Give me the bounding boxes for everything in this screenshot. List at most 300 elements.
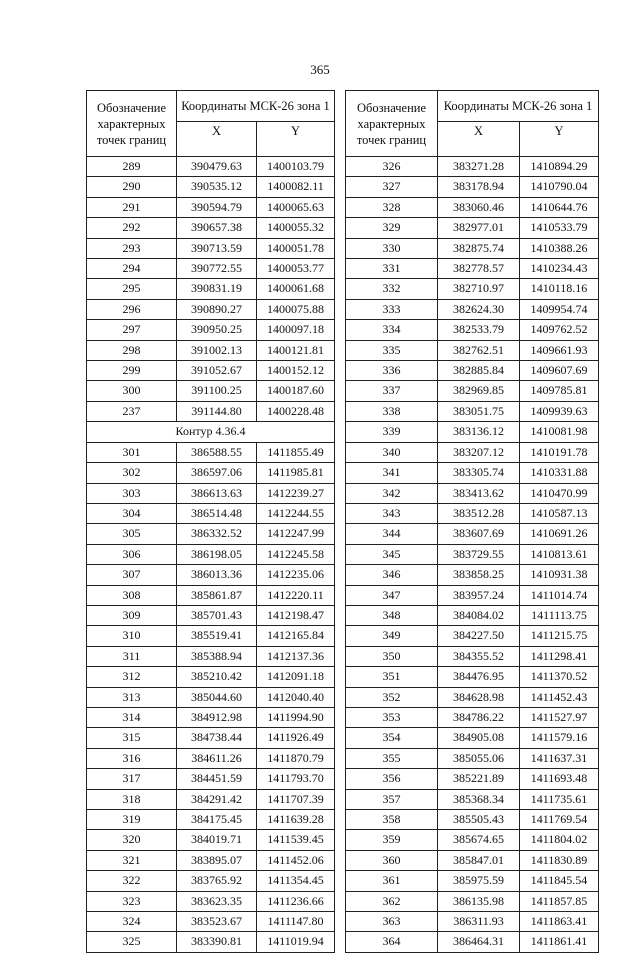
coord-x: 390479.63 — [177, 157, 257, 177]
coord-x: 383305.74 — [438, 463, 520, 483]
coord-y: 1409607.69 — [520, 361, 599, 381]
point-number: 314 — [87, 707, 177, 727]
header-point-designation: Обозначение характерных точек границ — [87, 91, 177, 157]
coord-y: 1410931.38 — [520, 565, 599, 585]
table-row — [346, 442, 599, 462]
coord-y: 1400152.12 — [257, 361, 335, 381]
point-number: 337 — [346, 381, 438, 401]
coord-x: 385505.43 — [438, 810, 520, 830]
coord-x: 384912.98 — [177, 707, 257, 727]
coord-x: 385975.59 — [438, 871, 520, 891]
coord-x: 385674.65 — [438, 830, 520, 850]
point-number: 326 — [346, 157, 438, 177]
point-number: 290 — [87, 177, 177, 197]
table-row — [346, 259, 599, 279]
table-row — [87, 381, 335, 401]
coord-y: 1400082.11 — [257, 177, 335, 197]
coord-x: 383051.75 — [438, 401, 520, 421]
coord-y: 1410813.61 — [520, 544, 599, 564]
coord-x: 382885.84 — [438, 361, 520, 381]
point-number: 354 — [346, 728, 438, 748]
coordinates-table-left — [86, 90, 335, 953]
table-row — [87, 626, 335, 646]
coord-x: 386514.48 — [177, 503, 257, 523]
coord-x: 385519.41 — [177, 626, 257, 646]
table-row — [346, 748, 599, 768]
coord-y: 1411354.45 — [257, 871, 335, 891]
point-number: 296 — [87, 299, 177, 319]
coord-y: 1411452.43 — [520, 687, 599, 707]
point-number: 364 — [346, 932, 438, 952]
coord-x: 390657.38 — [177, 218, 257, 238]
coord-y: 1409762.52 — [520, 320, 599, 340]
table-row — [87, 707, 335, 727]
point-number: 312 — [87, 667, 177, 687]
table-row — [87, 299, 335, 319]
table-row — [87, 565, 335, 585]
coord-x: 383895.07 — [177, 850, 257, 870]
coord-y: 1410234.43 — [520, 259, 599, 279]
table-row — [87, 320, 335, 340]
point-number: 307 — [87, 565, 177, 585]
coord-y: 1411637.31 — [520, 748, 599, 768]
table-row — [346, 932, 599, 952]
table-row — [87, 585, 335, 605]
coord-y: 1411855.49 — [257, 442, 335, 462]
coord-y: 1411014.74 — [520, 585, 599, 605]
header-coordinates: Координаты МСК-26 зона 1 — [177, 91, 335, 122]
table-row — [346, 728, 599, 748]
point-number: 352 — [346, 687, 438, 707]
table-row — [346, 850, 599, 870]
point-number: 333 — [346, 299, 438, 319]
point-number: 345 — [346, 544, 438, 564]
coord-y: 1400097.18 — [257, 320, 335, 340]
table-row — [87, 157, 335, 177]
coord-y: 1411804.02 — [520, 830, 599, 850]
point-number: 302 — [87, 463, 177, 483]
header-y: Y — [257, 122, 335, 157]
table-row — [87, 932, 335, 952]
point-number: 347 — [346, 585, 438, 605]
coord-y: 1409939.63 — [520, 401, 599, 421]
coord-y: 1411113.75 — [520, 605, 599, 625]
coordinates-table-right — [345, 90, 599, 953]
table-row — [87, 810, 335, 830]
table-row — [346, 646, 599, 666]
table-row — [87, 340, 335, 360]
coord-y: 1411985.81 — [257, 463, 335, 483]
coord-x: 385701.43 — [177, 605, 257, 625]
point-number: 295 — [87, 279, 177, 299]
point-number: 323 — [87, 891, 177, 911]
point-number: 356 — [346, 769, 438, 789]
coord-y: 1410790.04 — [520, 177, 599, 197]
table-row — [346, 503, 599, 523]
table-row — [87, 503, 335, 523]
coord-y: 1400053.77 — [257, 259, 335, 279]
table-row — [87, 259, 335, 279]
table-row — [346, 422, 599, 442]
point-number: 301 — [87, 442, 177, 462]
header-point-designation: Обозначение характерных точек границ — [346, 91, 438, 157]
coord-x: 384611.26 — [177, 748, 257, 768]
coord-x: 383178.94 — [438, 177, 520, 197]
coord-y: 1412245.58 — [257, 544, 335, 564]
table-row — [346, 279, 599, 299]
coord-x: 390535.12 — [177, 177, 257, 197]
coord-y: 1412247.99 — [257, 524, 335, 544]
coord-y: 1400051.78 — [257, 238, 335, 258]
table-row — [87, 769, 335, 789]
table-row — [346, 524, 599, 544]
coord-x: 390950.25 — [177, 320, 257, 340]
table-body-right — [346, 157, 599, 953]
coord-x: 383390.81 — [177, 932, 257, 952]
point-number: 305 — [87, 524, 177, 544]
contour-label: Контур 4.36.4 — [87, 422, 335, 442]
point-number: 361 — [346, 871, 438, 891]
coord-y: 1411769.54 — [520, 810, 599, 830]
coord-x: 383512.28 — [438, 503, 520, 523]
coord-y: 1411845.54 — [520, 871, 599, 891]
coord-x: 382875.74 — [438, 238, 520, 258]
coord-x: 383207.12 — [438, 442, 520, 462]
point-number: 293 — [87, 238, 177, 258]
coord-x: 382762.51 — [438, 340, 520, 360]
coord-y: 1411215.75 — [520, 626, 599, 646]
table-row — [87, 728, 335, 748]
coord-y: 1400228.48 — [257, 401, 335, 421]
table-row — [346, 340, 599, 360]
table-row — [346, 238, 599, 258]
point-number: 291 — [87, 197, 177, 217]
coord-x: 386332.52 — [177, 524, 257, 544]
table-row — [87, 830, 335, 850]
point-number: 360 — [346, 850, 438, 870]
point-number: 351 — [346, 667, 438, 687]
table-row — [346, 891, 599, 911]
table-row — [346, 585, 599, 605]
coord-y: 1410894.29 — [520, 157, 599, 177]
coord-y: 1400065.63 — [257, 197, 335, 217]
point-number: 300 — [87, 381, 177, 401]
coord-x: 383957.24 — [438, 585, 520, 605]
coord-x: 384355.52 — [438, 646, 520, 666]
coord-y: 1410191.78 — [520, 442, 599, 462]
coord-x: 384905.08 — [438, 728, 520, 748]
table-row — [346, 381, 599, 401]
coord-y: 1411370.52 — [520, 667, 599, 687]
table-row — [346, 361, 599, 381]
coord-y: 1411857.85 — [520, 891, 599, 911]
point-number: 299 — [87, 361, 177, 381]
coord-y: 1409785.81 — [520, 381, 599, 401]
coord-x: 383523.67 — [177, 912, 257, 932]
coord-y: 1410644.76 — [520, 197, 599, 217]
coord-x: 385388.94 — [177, 646, 257, 666]
point-number: 346 — [346, 565, 438, 585]
point-number: 344 — [346, 524, 438, 544]
coord-x: 385368.34 — [438, 789, 520, 809]
coord-x: 385861.87 — [177, 585, 257, 605]
coord-y: 1410118.16 — [520, 279, 599, 299]
table-row — [87, 401, 335, 421]
coord-y: 1400187.60 — [257, 381, 335, 401]
coord-x: 384019.71 — [177, 830, 257, 850]
table-row — [87, 789, 335, 809]
point-number: 313 — [87, 687, 177, 707]
coord-y: 1411793.70 — [257, 769, 335, 789]
coord-x: 390713.59 — [177, 238, 257, 258]
coord-y: 1412137.36 — [257, 646, 335, 666]
table-row — [346, 810, 599, 830]
point-number: 289 — [87, 157, 177, 177]
coord-y: 1411298.41 — [520, 646, 599, 666]
coord-x: 385044.60 — [177, 687, 257, 707]
table-row — [346, 177, 599, 197]
coord-y: 1410691.26 — [520, 524, 599, 544]
point-number: 336 — [346, 361, 438, 381]
coord-x: 383607.69 — [438, 524, 520, 544]
point-number: 331 — [346, 259, 438, 279]
table-row — [87, 483, 335, 503]
point-number: 355 — [346, 748, 438, 768]
table-row — [346, 769, 599, 789]
coord-x: 386311.93 — [438, 912, 520, 932]
coord-x: 382778.57 — [438, 259, 520, 279]
point-number: 320 — [87, 830, 177, 850]
point-number: 308 — [87, 585, 177, 605]
point-number: 353 — [346, 707, 438, 727]
coord-x: 384451.59 — [177, 769, 257, 789]
coord-x: 382710.97 — [438, 279, 520, 299]
coord-x: 385847.01 — [438, 850, 520, 870]
coord-x: 384786.22 — [438, 707, 520, 727]
coord-x: 390772.55 — [177, 259, 257, 279]
coord-x: 383136.12 — [438, 422, 520, 442]
coord-y: 1410470.99 — [520, 483, 599, 503]
coord-y: 1411863.41 — [520, 912, 599, 932]
coord-y: 1409661.93 — [520, 340, 599, 360]
table-row — [346, 463, 599, 483]
coord-x: 383413.62 — [438, 483, 520, 503]
coord-y: 1400103.79 — [257, 157, 335, 177]
coord-y: 1410081.98 — [520, 422, 599, 442]
coord-x: 384476.95 — [438, 667, 520, 687]
table-row — [87, 646, 335, 666]
coord-y: 1400121.81 — [257, 340, 335, 360]
table-row — [87, 891, 335, 911]
point-number: 325 — [87, 932, 177, 952]
point-number: 311 — [87, 646, 177, 666]
table-row — [346, 320, 599, 340]
coord-y: 1412220.11 — [257, 585, 335, 605]
table-body-left — [87, 157, 335, 953]
coord-x: 391002.13 — [177, 340, 257, 360]
point-number: 349 — [346, 626, 438, 646]
coord-y: 1412235.06 — [257, 565, 335, 585]
table-row — [346, 871, 599, 891]
coord-y: 1412244.55 — [257, 503, 335, 523]
coord-x: 383060.46 — [438, 197, 520, 217]
point-number: 358 — [346, 810, 438, 830]
table-row — [87, 912, 335, 932]
coord-x: 383729.55 — [438, 544, 520, 564]
point-number: 294 — [87, 259, 177, 279]
point-number: 362 — [346, 891, 438, 911]
header-coordinates: Координаты МСК-26 зона 1 — [438, 91, 599, 122]
coord-x: 382624.30 — [438, 299, 520, 319]
point-number: 292 — [87, 218, 177, 238]
coord-x: 384084.02 — [438, 605, 520, 625]
point-number: 310 — [87, 626, 177, 646]
table-row — [346, 830, 599, 850]
coord-y: 1412165.84 — [257, 626, 335, 646]
table-row — [346, 687, 599, 707]
coord-x: 386613.63 — [177, 483, 257, 503]
coord-x: 390594.79 — [177, 197, 257, 217]
table-row — [87, 524, 335, 544]
coord-x: 384227.50 — [438, 626, 520, 646]
point-number: 338 — [346, 401, 438, 421]
point-number: 334 — [346, 320, 438, 340]
table-row — [346, 626, 599, 646]
table-row — [87, 871, 335, 891]
table-row — [87, 177, 335, 197]
table-row — [87, 218, 335, 238]
point-number: 339 — [346, 422, 438, 442]
coord-y: 1411693.48 — [520, 769, 599, 789]
table-row — [87, 687, 335, 707]
point-number: 319 — [87, 810, 177, 830]
coord-y: 1411639.28 — [257, 810, 335, 830]
coord-y: 1409954.74 — [520, 299, 599, 319]
header-y: Y — [520, 122, 599, 157]
point-number: 329 — [346, 218, 438, 238]
page-number: 365 — [310, 62, 330, 77]
coord-x: 386198.05 — [177, 544, 257, 564]
point-number: 317 — [87, 769, 177, 789]
table-row — [346, 544, 599, 564]
table-row — [346, 667, 599, 687]
point-number: 237 — [87, 401, 177, 421]
coord-y: 1410533.79 — [520, 218, 599, 238]
coord-x: 391100.25 — [177, 381, 257, 401]
coord-y: 1412198.47 — [257, 605, 335, 625]
point-number: 327 — [346, 177, 438, 197]
coord-x: 384291.42 — [177, 789, 257, 809]
coord-x: 384628.98 — [438, 687, 520, 707]
table-row — [87, 279, 335, 299]
table-row — [87, 463, 335, 483]
coord-y: 1411452.06 — [257, 850, 335, 870]
point-number: 343 — [346, 503, 438, 523]
point-number: 348 — [346, 605, 438, 625]
point-number: 359 — [346, 830, 438, 850]
coord-x: 385055.06 — [438, 748, 520, 768]
table-row — [87, 850, 335, 870]
coord-x: 386597.06 — [177, 463, 257, 483]
table-row — [87, 667, 335, 687]
coord-x: 386013.36 — [177, 565, 257, 585]
coord-x: 385221.89 — [438, 769, 520, 789]
table-row — [346, 157, 599, 177]
table-row — [346, 707, 599, 727]
table-row — [346, 299, 599, 319]
point-number: 303 — [87, 483, 177, 503]
table-row — [346, 401, 599, 421]
header-x: X — [438, 122, 520, 157]
point-number: 315 — [87, 728, 177, 748]
coord-y: 1412091.18 — [257, 667, 335, 687]
coord-y: 1410587.13 — [520, 503, 599, 523]
coord-x: 386588.55 — [177, 442, 257, 462]
table-row — [346, 197, 599, 217]
coord-x: 390890.27 — [177, 299, 257, 319]
coord-y: 1400075.88 — [257, 299, 335, 319]
coord-y: 1411735.61 — [520, 789, 599, 809]
coord-y: 1411236.66 — [257, 891, 335, 911]
coord-x: 391144.80 — [177, 401, 257, 421]
coord-y: 1411861.41 — [520, 932, 599, 952]
coord-y: 1411994.90 — [257, 707, 335, 727]
point-number: 318 — [87, 789, 177, 809]
coord-y: 1411147.80 — [257, 912, 335, 932]
table-row — [87, 197, 335, 217]
point-number: 304 — [87, 503, 177, 523]
coord-x: 390831.19 — [177, 279, 257, 299]
table-row — [346, 565, 599, 585]
point-number: 357 — [346, 789, 438, 809]
coord-x: 383623.35 — [177, 891, 257, 911]
coord-y: 1411870.79 — [257, 748, 335, 768]
coord-y: 1411539.45 — [257, 830, 335, 850]
point-number: 340 — [346, 442, 438, 462]
contour-row — [87, 422, 335, 442]
point-number: 306 — [87, 544, 177, 564]
table-row — [87, 748, 335, 768]
point-number: 341 — [346, 463, 438, 483]
table-row — [87, 544, 335, 564]
point-number: 332 — [346, 279, 438, 299]
table-row — [346, 218, 599, 238]
table-row — [87, 361, 335, 381]
coord-y: 1410331.88 — [520, 463, 599, 483]
coord-y: 1411926.49 — [257, 728, 335, 748]
coord-x: 384175.45 — [177, 810, 257, 830]
coord-y: 1400055.32 — [257, 218, 335, 238]
coord-x: 391052.67 — [177, 361, 257, 381]
coord-y: 1412040.40 — [257, 687, 335, 707]
coord-y: 1411527.97 — [520, 707, 599, 727]
coord-y: 1400061.68 — [257, 279, 335, 299]
table-row — [87, 238, 335, 258]
table-row — [87, 442, 335, 462]
table-row — [87, 605, 335, 625]
coord-y: 1410388.26 — [520, 238, 599, 258]
point-number: 342 — [346, 483, 438, 503]
header-x: X — [177, 122, 257, 157]
table-row — [346, 912, 599, 932]
coord-x: 382533.79 — [438, 320, 520, 340]
coord-x: 383765.92 — [177, 871, 257, 891]
coord-x: 383271.28 — [438, 157, 520, 177]
table-row — [346, 789, 599, 809]
point-number: 324 — [87, 912, 177, 932]
point-number: 298 — [87, 340, 177, 360]
point-number: 321 — [87, 850, 177, 870]
